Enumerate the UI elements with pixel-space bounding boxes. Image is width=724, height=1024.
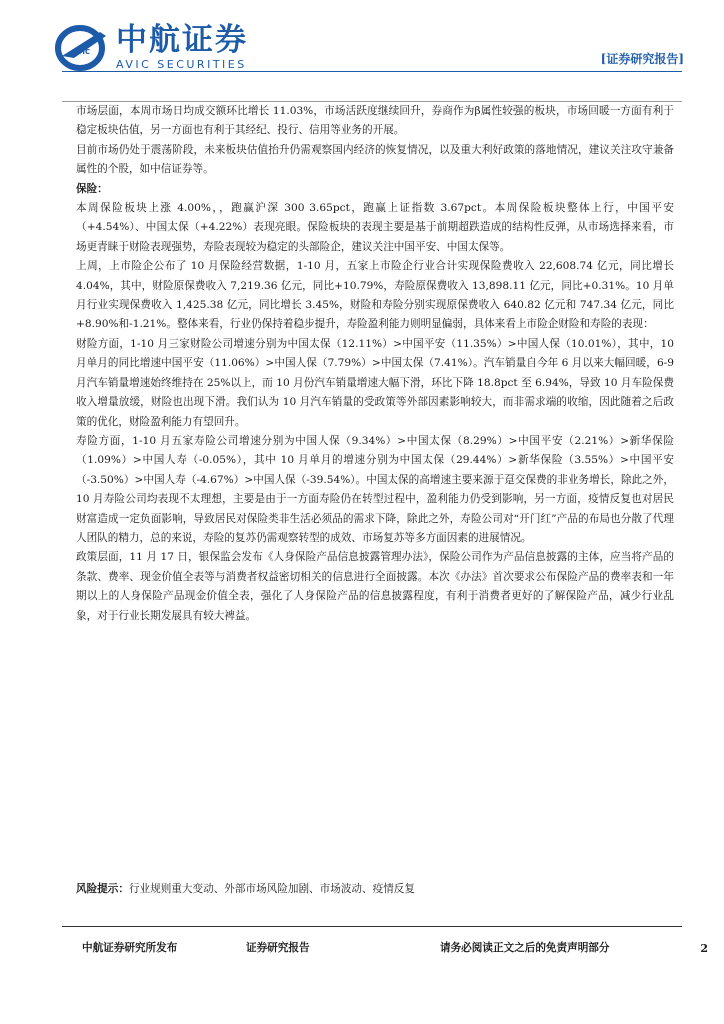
paragraph-october-data: 上周，上市险企公布了 10 月保险经营数据，1-10 月，五家上市险企行业合计实现保险费收入 22,608.74 亿元，同比增长 4.04%，其中，财险原保费收入 7,219.36 亿元，同比+10.79%，寿险原保费收入 13,898.11 亿元，同比+0.31%。10 月单月行业实现保费收入 1,425.38 亿元，同比增长 3.45%，财险和寿险分别实现原保费收入 640.82 亿元和 747.34 亿元，同比+8.90%和-1.21%。整体来看，行业仍保持着稳步提升，寿险盈利能力则明显偏弱，具体来看上市险企财险和寿险的表现： (76, 260, 674, 331)
report-body (76, 102, 674, 626)
risk-warning (76, 880, 674, 898)
brand-name-cn: 中航证券 (116, 22, 248, 58)
svg-text:AVIC: AVIC (72, 48, 91, 56)
footer-report-type: 证券研究报告 (246, 942, 310, 954)
paragraph-property-insurance: 财险方面，1-10 月三家财险公司增速分别为中国太保（12.11%）>中国平安（11.35%）>中国人保（10.01%），其中，10 月单月的同比增速中国平安（11.06%）>中国人保（7.79%）>中国太保（7.41%）。汽车销量自今年 6 月以来大幅回暖，6-9 月汽车销量增速始终维持在 25%以上，而 10 月份汽车销量增速大幅下滑，环比下降 18.8pct 至 6.94%，导致 10 月车险保费收入增量放缓，财险也出现下滑。我们认为 10 月汽车销量的受政策等外部因素影响较大，而非需求端的收缩，因此随着之后政策的优化，财险盈利能力有望回升。 (76, 337, 674, 428)
paragraph-insurance-weekly: 本周保险板块上涨 4.00%，，跑赢沪深 300 3.65pct，跑赢上证指数 3.67pct。本周保险板块整体上行，中国平安（+4.54%）、中国太保（+4.22%）表现亮眼。保险板块的表现主要是基于前期超跌造成的结构性反弹，从市场选择来看，市场更青睐于财险表现强势，寿险表现较为稳定的头部险企，建议关注中国平安、中国太保等。 (76, 202, 674, 253)
page-number: 2 (700, 942, 708, 955)
paragraph-life-insurance: 寿险方面，1-10 月五家寿险公司增速分别为中国人保（9.34%）>中国太保（8.29%）>中国平安（2.21%）>新华保险（1.09%）>中国人寿（-0.05%），其中 10 月单月的增速分别为中国太保（29.44%）>新华保险（3.55%）>中国平安（-3.50%）>中国人寿（-4.67%）>中国人保（-39.54%）。中国太保的高增速主要来源于趸交保费的非业务增长，除此之外，10 月寿险公司均表现不太理想，主要是由于一方面寿险仍在转型过程中，盈利能力仍受到影响，另一方面，疫情反复也对居民财富造成一定负面影响，导致居民对保险类非生活必须品的需求下降，除此之外，寿险公司对“开门红”产品的布局也分散了代理人团队的精力，总的来说，寿险的复苏仍需观察转型的成效、市场复苏等多方面因素的进展情况。 (76, 434, 674, 544)
risk-label: 风险提示： (76, 883, 129, 895)
section-heading-insurance: 保险： (76, 182, 108, 195)
risk-text: 行业规则重大变动、外部市场风险加剧、市场波动、疫情反复 (128, 883, 415, 895)
page-header (0, 0, 724, 100)
footer-divider (62, 926, 682, 927)
footer-disclaimer: 请务必阅读正文之后的免责声明部分 (440, 942, 610, 954)
report-type-tag: [证券研究报告] (600, 52, 684, 66)
paragraph-policy: 政策层面，11 月 17 日，银保监会发布《人身保险产品信息披露管理办法》，保险公司作为产品信息披露的主体，应当将产品的条款、费率、现金价值全表等与消费者权益密切相关的信息进行全面披露。本次《办法》首次要求公布保险产品的费率表和一年期以上的人身保险产品现金价值全表，强化了人身保险产品的信息披露程度，有利于消费者更好的了解保险产品，减少行业乱象，对于行业长期发展具有较大裨益。 (76, 551, 674, 622)
brand-name-en: AVIC SECURITIES (116, 58, 247, 71)
paragraph-market: 市场层面，本周市场日均成交额环比增长 11.03%，市场活跃度继续回升，券商作为β属性较强的板块，市场回暖一方面有利于稳定板块估值，另一方面也有利于其经纪、投行、信用等业务的开展。 (76, 105, 674, 137)
paragraph-outlook: 目前市场仍处于震荡阶段，未来板块估值抬升仍需观察国内经济的恢复情况，以及重大利好政策的落地情况，建议关注攻守兼备属性的个股，如中信证券等。 (76, 143, 674, 176)
header-divider (62, 71, 682, 72)
footer-publisher: 中航证券研究所发布 (82, 942, 178, 954)
avic-logo-icon (54, 22, 114, 72)
